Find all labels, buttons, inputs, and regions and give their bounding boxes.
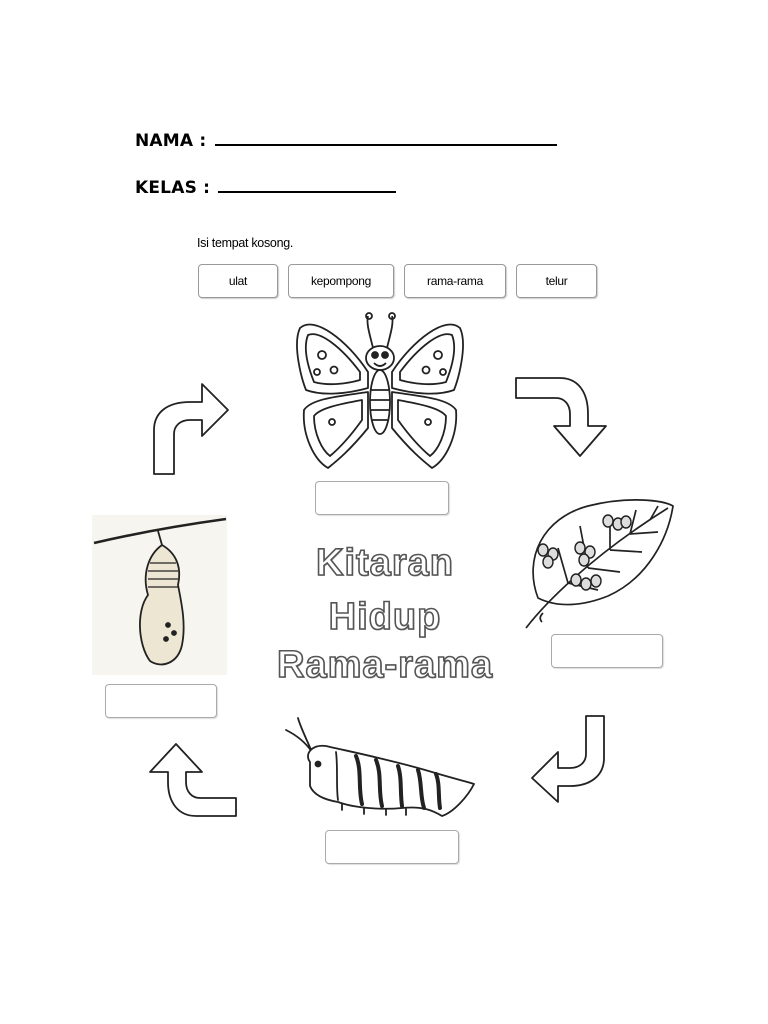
answer-box-butterfly[interactable] [315, 481, 449, 515]
answer-box-eggs[interactable] [551, 634, 663, 668]
arrow-to-caterpillar-icon [526, 712, 612, 806]
title-line-3: Rama-rama [277, 644, 493, 686]
word-bank-telur: telur [516, 264, 597, 298]
title-line-2: Hidup [328, 596, 442, 638]
chrysalis-image [92, 515, 227, 675]
answer-box-caterpillar[interactable] [325, 830, 459, 864]
word-bank-ulat: ulat [198, 264, 278, 298]
eggs-on-leaf-image [518, 488, 678, 633]
class-blank[interactable] [218, 177, 396, 193]
arrow-to-chrysalis-icon [140, 738, 240, 822]
word-bank-rama-rama: rama-rama [404, 264, 506, 298]
word-bank-kepompong: kepompong [288, 264, 394, 298]
answer-box-chrysalis[interactable] [105, 684, 217, 718]
arrow-to-butterfly-icon [146, 378, 232, 478]
name-blank[interactable] [215, 130, 557, 146]
name-field [135, 130, 557, 151]
instruction-text: Isi tempat kosong. [197, 236, 294, 250]
caterpillar-image [282, 712, 477, 827]
class-label: KELAS : [135, 178, 211, 198]
butterfly-image [292, 310, 472, 475]
title-line-1: Kitaran [316, 542, 454, 584]
arrow-to-eggs-icon [512, 374, 612, 460]
name-label: NAMA : [135, 131, 207, 151]
class-field [135, 177, 396, 198]
